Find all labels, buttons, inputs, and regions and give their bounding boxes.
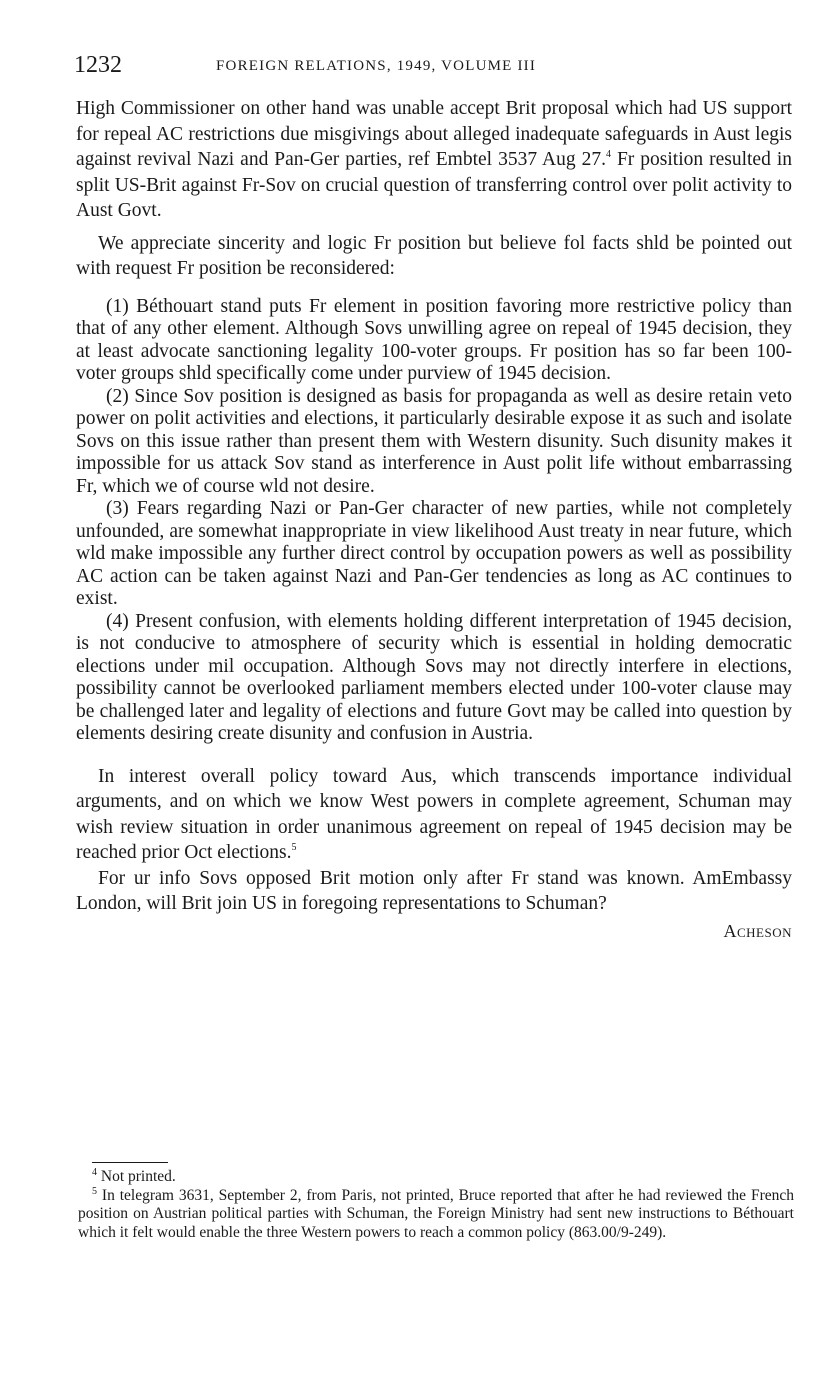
footnote-ref-5[interactable]: 5 xyxy=(291,842,297,853)
running-head: FOREIGN RELATIONS, 1949, VOLUME III xyxy=(216,58,537,74)
footnote-5: $^5$ In telegram 3631, September 2, from Paris, not printed, Bruce reported that after he had reviewed the French position on Austrian political parties with Schuman, the Foreign Ministry had sent new instructions to Béthouart which it felt would enable the three Western powers to reach a common policy (863.00/9-249). xyxy=(78,1185,795,1241)
signature: Acheson xyxy=(723,920,792,941)
footnote-mark: 4 xyxy=(92,1167,97,1178)
footnote-divider xyxy=(92,1162,168,1163)
point-3: (3) Fears regarding Nazi or Pan-Ger character of new parties, while not completely unfounded, are somewhat inappropriate in view likelihood Aust treaty in near future, which wld make impossible any further direct control by occupation powers as well as possibility AC action can be taken against Nazi and Pan-Ger tendencies as long as AC continues to exist. xyxy=(76,498,792,609)
footnote-4: $^4$ Not printed. xyxy=(92,1167,176,1185)
numbered-points xyxy=(76,296,792,746)
paragraph-intro: High Commissioner on other hand was unable accept Brit proposal which had US support for repeal AC restrictions due misgivings about alleged inadequate safeguards in Aust legis against revival Nazi and Pan-Ger parties, ref Embtel 3537 Aug 27.$^4$ Fr position resulted in split US-Brit against Fr-Sov on crucial question of transferring control over polit activity to Aust Govt. xyxy=(76,98,793,221)
page-header xyxy=(74,52,794,84)
paragraph-request: We appreciate sincerity and logic Fr position but believe fol facts shld be pointed out with request Fr position be reconsidered: xyxy=(76,232,792,279)
footnote-mark: 5 xyxy=(92,1185,97,1197)
point-1: (1) Béthouart stand puts Fr element in position favoring more restrictive policy than that of any other element. Although Sovs unwilling agree on repeal of 1945 decision, they at least advocate sanctioning legality 100-voter groups. Fr position has so far been 100-voter groups shld specifically come under purview of 1945 decision. xyxy=(76,295,792,384)
footnotes xyxy=(78,1168,794,1242)
body-text xyxy=(76,96,792,944)
footnote-ref-4[interactable]: 4 xyxy=(605,149,611,160)
point-4: (4) Present confusion, with elements holding different interpretation of 1945 decision, is not conducive to atmosphere of security which is essential in holding democratic elections under mil occupation. Although Sovs may not directly interfere in elections, possibility cannot be overlooked parliament members elected under 100-voter clause may be challenged later and legality of elections and future Govt may be called into question by elements desiring create disunity and confusion in Austria. xyxy=(76,610,792,744)
paragraph-info: For ur info Sovs opposed Brit motion only after Fr stand was known. AmEmbassy London, will Brit join US in foregoing representations to Schuman? xyxy=(76,867,792,914)
paragraph-gap xyxy=(76,746,792,764)
point-2: (2) Since Sov position is designed as basis for propaganda as well as desire retain veto power on polit activities and elections, it particularly desirable expose it as such and isolate Sovs on this issue rather than present them with Western disunity. Such disunity makes it impossible for us attack Sov stand as interference in Aust polit life without embarrassing Fr, which we of course wld not desire. xyxy=(76,385,792,497)
page-number: 1232 xyxy=(74,52,122,78)
paragraph-policy: In interest overall policy toward Aus, which transcends importance individual arguments, and on which we know West powers in complete agreement, Schuman may wish review situation in order unanimous agreement on repeal of 1945 decision may be reached prior Oct elections.$^5$ xyxy=(76,765,792,863)
